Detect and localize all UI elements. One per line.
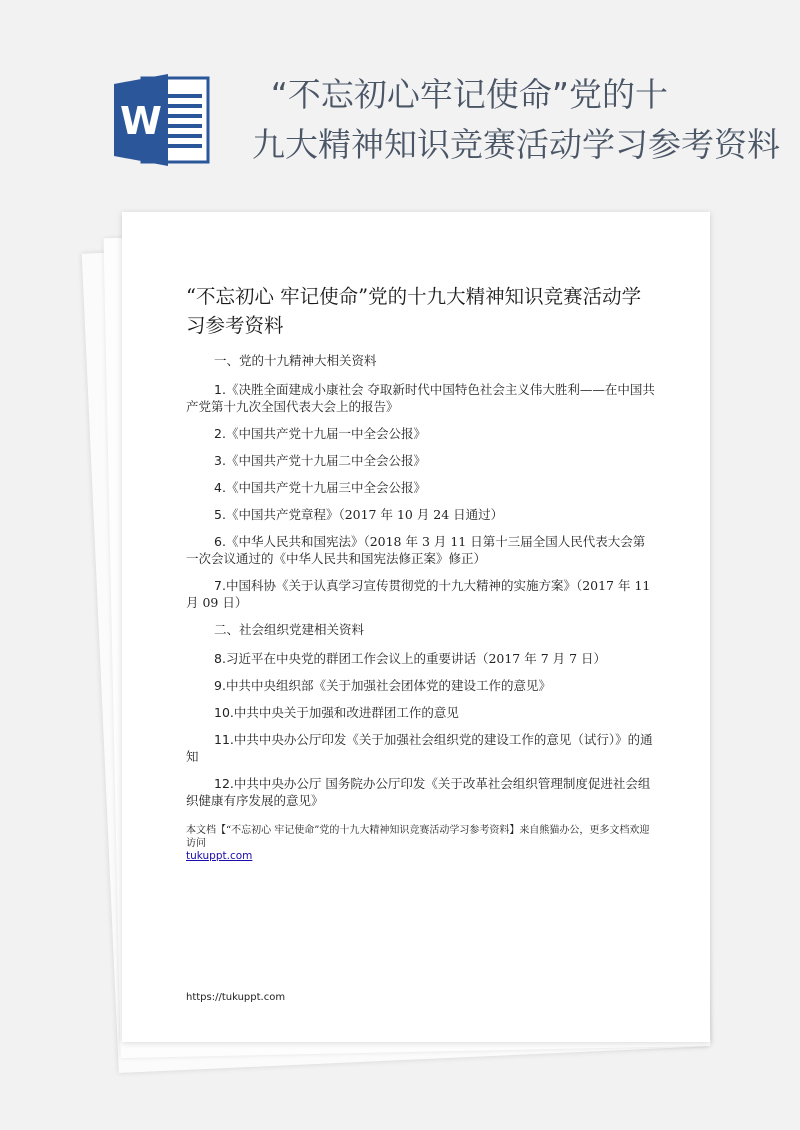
item-number: 7.	[214, 578, 226, 593]
list-item	[186, 677, 656, 694]
section-heading-2: 二、社会组织党建相关资料	[214, 622, 365, 637]
item-text: 中共中央办公厅 国务院办公厅印发《关于改革社会组织管理制度促进社会组织健康有序发展的意见》	[186, 776, 651, 808]
list-item	[186, 425, 656, 442]
item-text: 中共中央组织部《关于加强社会团体党的建设工作的意见》	[225, 678, 551, 693]
footer-note-text: 本文档【“不忘初心 牢记使命”党的十九大精神知识竞赛活动学习参考资料】来自熊猫办公，更多文档欢迎访问	[186, 825, 650, 849]
item-number: 9.	[214, 678, 226, 693]
item-number: 12.	[214, 776, 234, 791]
footer-link[interactable]: tukuppt.com	[186, 850, 253, 862]
list-item	[186, 704, 656, 721]
document-page	[122, 212, 710, 1042]
word-icon-letter: W	[120, 99, 162, 143]
section-heading-1: 一、党的十九精神大相关资料	[214, 353, 377, 368]
list-item	[186, 479, 656, 496]
list-item	[186, 775, 656, 809]
item-number: 5.	[214, 507, 226, 522]
item-number: 11.	[214, 732, 234, 747]
word-document-icon	[112, 70, 212, 170]
bottom-url: https://tukuppt.com	[186, 992, 286, 1003]
banner-title-line1: “不忘初心牢记使命”党的十	[270, 75, 668, 114]
item-text: 中国科协《关于认真学习宣传贯彻党的十九大精神的实施方案》（2017 年 11 月 09 日）	[186, 578, 651, 610]
item-text: 《中华人民共和国宪法》（2018 年 3 月 11 日第十三届全国人民代表大会第一次会议通过的《中华人民共和国宪法修正案》修正）	[186, 534, 646, 566]
item-text: 中共中央关于加强和改进群团工作的意见	[233, 705, 459, 720]
item-number: 3.	[214, 453, 226, 468]
item-number: 8.	[214, 651, 226, 666]
item-text: 《中国共产党十九届三中全会公报》	[225, 480, 426, 495]
banner-title-line2: 九大精神知识竞赛活动学习参考资料	[252, 125, 780, 164]
list-item	[186, 731, 656, 765]
item-text: 《中国共产党章程》（2017 年 10 月 24 日通过）	[225, 507, 504, 522]
list-item	[186, 452, 656, 469]
list-item	[186, 533, 656, 567]
list-item	[186, 577, 656, 611]
item-number: 2.	[214, 426, 226, 441]
document-body	[186, 352, 656, 819]
item-text: 中共中央办公厅印发《关于加强社会组织党的建设工作的意见（试行）》的通知	[186, 732, 653, 764]
list-item	[186, 650, 656, 667]
footer-note	[186, 824, 656, 863]
item-text: 《决胜全面建成小康社会 夺取新时代中国特色社会主义伟大胜利——在中国共产党第十九次全国代表大会上的报告》	[186, 382, 655, 414]
item-number: 10.	[214, 705, 234, 720]
item-number: 1.	[214, 382, 226, 397]
item-text: 习近平在中央党的群团工作会议上的重要讲话（2017 年 7 月 7 日）	[225, 651, 607, 666]
item-text: 《中国共产党十九届一中全会公报》	[225, 426, 426, 441]
list-item	[186, 381, 656, 415]
banner-title	[240, 70, 780, 170]
banner	[0, 0, 800, 200]
item-number: 4.	[214, 480, 226, 495]
item-text: 《中国共产党十九届二中全会公报》	[225, 453, 426, 468]
item-number: 6.	[214, 534, 226, 549]
document-title: “不忘初心 牢记使命”党的十九大精神知识竞赛活动学习参考资料	[186, 285, 642, 337]
list-item	[186, 506, 656, 523]
